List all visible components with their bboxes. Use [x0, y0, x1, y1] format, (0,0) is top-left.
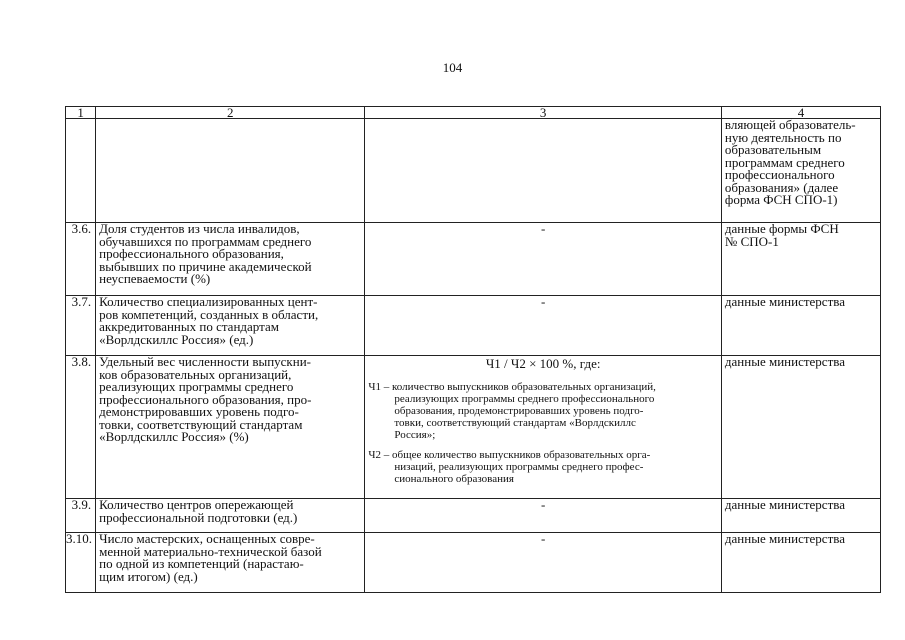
data-source-cell: данные министерства — [721, 356, 880, 499]
indicator-name-cell — [96, 119, 365, 223]
table-row — [66, 296, 881, 356]
row-number-cell — [66, 119, 96, 223]
formula-definition-ch1: Ч1 – количество выпускников образовательных организаций, реализующих программы среднего профессионального образования, продемонстрировавших уровень подго- товки, соответствующий стандартам «Ворлдскиллс Россия»; — [368, 380, 656, 441]
calculation-method-cell: - — [365, 533, 722, 593]
data-source-cell: данные министерства — [721, 296, 880, 356]
calculation-method-cell — [365, 119, 722, 223]
calculation-method-cell: - — [365, 223, 722, 296]
data-source-cell: данные министерства — [721, 499, 880, 533]
data-source-cell: данные формы ФСН № СПО-1 — [721, 223, 880, 296]
table-row — [66, 533, 881, 593]
table-row — [66, 499, 881, 533]
table-row — [66, 119, 881, 223]
indicator-name-cell: Количество специализированных цент- ров компетенций, созданных в области, аккредитованных по стандартам «Ворлдскиллс Россия» (ед.) — [96, 296, 365, 356]
calculation-method-cell: - — [365, 499, 722, 533]
formula-definition-ch2: Ч2 – общее количество выпускников образовательных орга- низаций, реализующих программы среднего профес- сионального образования — [368, 448, 651, 485]
column-number-3: 3 — [365, 107, 722, 119]
indicator-name-cell: Число мастерских, оснащенных совре- менной материально-технической базой по одной из компетенций (нарастаю- щим итогом) (ед.) — [96, 533, 365, 593]
column-number-1: 1 — [66, 107, 96, 119]
indicators-table — [65, 106, 881, 593]
row-number-cell: 3.9. — [66, 499, 96, 533]
row-number-cell: 3.8. — [66, 356, 96, 499]
indicator-name-cell: Доля студентов из числа инвалидов, обучавшихся по программам среднего профессионального образования, выбывших по причине академической неуспеваемости (%) — [96, 223, 365, 296]
calculation-method-cell — [365, 356, 722, 499]
formula: Ч1 / Ч2 × 100 %, где: — [485, 356, 601, 371]
indicator-name-cell: Количество центров опережающей профессиональной подготовки (ед.) — [96, 499, 365, 533]
column-number-2: 2 — [96, 107, 365, 119]
row-number-cell: 3.6. — [66, 223, 96, 296]
indicator-name-cell: Удельный вес численности выпускни- ков образовательных организаций, реализующих программы среднего профессионального образования, про- демонстрировавших уровень подго- товки, соответствующий стандартам «Ворлдскиллс Россия» (%) — [96, 356, 365, 499]
table-row — [66, 356, 881, 499]
row-number-cell: 3.7. — [66, 296, 96, 356]
row-number-cell: 3.10. — [66, 533, 96, 593]
table-row — [66, 223, 881, 296]
column-number-4: 4 — [721, 107, 880, 119]
calculation-method-cell: - — [365, 296, 722, 356]
data-source-cell: данные министерства — [721, 533, 880, 593]
data-source-cell: вляющей образователь- ную деятельность по образовательным программам среднего профессионального образования» (далее форма ФСН СПО-1) — [721, 119, 880, 223]
page-number: 104 — [442, 60, 463, 75]
